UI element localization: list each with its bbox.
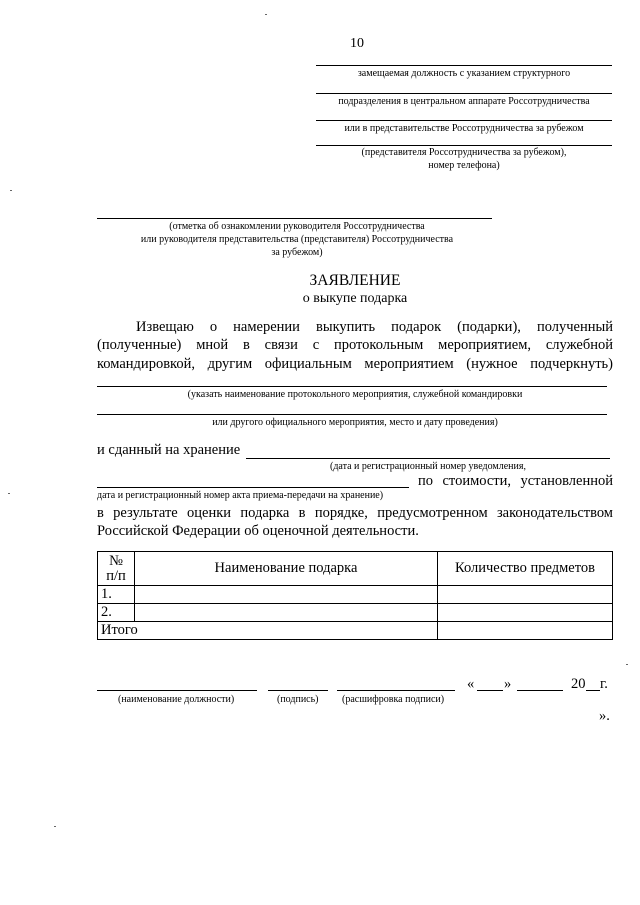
gifts-table [97,551,613,640]
date-year-line [586,690,600,691]
body-line-1: Извещаю о намерении выкупить подарок (подарки), полученный [136,319,613,335]
acknowledgment-hint-1: (отметка об ознакомлении руководителя Россотрудничества [169,221,425,232]
header-number-abbr: п/п [106,567,126,584]
header-cell-number [98,552,135,586]
scan-speck [10,190,12,191]
total-quantity[interactable] [438,622,613,640]
storage-hint: (дата и регистрационный номер уведомления, [330,461,526,472]
body-line-2: (полученные) мной в связи с протокольным мероприятием, служебной [97,337,613,353]
scan-speck [265,14,267,15]
table-total-row [98,622,613,640]
date-month-line [517,690,563,691]
date-year-prefix: 20 [571,676,586,692]
header-cell-name: Наименование подарка [135,552,438,586]
row-number: 1. [98,586,135,604]
document-title: ЗАЯВЛЕНИЕ [309,272,401,289]
header-hint-department: подразделения в центральном аппарате Россотрудничества [338,96,590,107]
header-hint-representation: или в представительстве Россотрудничества за рубежом [344,123,584,134]
row-gift-name[interactable] [135,586,438,604]
trailing-quote: ». [599,708,610,724]
event-fill-line [97,414,607,415]
event-hint-1: (указать наименование протокольного мероприятия, служебной командировки [187,389,523,400]
acknowledgment-hint-3: за рубежом) [271,247,323,258]
date-quote-open: « [467,676,475,692]
body-line-3: командировкой, другим официальным мероприятием (нужное подчеркнуть) [97,356,613,372]
header-number-sign: № [109,552,123,569]
header-line [316,65,612,66]
act-hint: дата и регистрационный номер акта приема-передачи на хранение) [97,490,384,501]
header-hint-position: замещаемая должность с указанием структурного [357,68,571,79]
date-day-line [477,690,503,691]
event-fill-line [97,386,607,387]
position-hint: (наименование должности) [118,694,235,705]
scan-speck [8,493,10,494]
row-number: 2. [98,604,135,622]
signature-hint: (подпись) [277,694,319,705]
document-subtitle: о выкупе подарка [302,291,408,306]
table-row [98,586,613,604]
header-line [316,145,612,146]
event-hint-2: или другого официального мероприятия, место и дату проведения) [212,417,498,428]
date-quote-close: » [504,676,512,692]
header-line [316,93,612,94]
header-line [316,120,612,121]
decode-hint: (расшифровка подписи) [342,694,445,705]
total-label: Итого [98,622,438,640]
page-number: 10 [350,36,364,51]
decode-fill-line [337,690,455,691]
scan-speck [54,826,56,827]
acknowledgment-line [97,218,492,219]
act-fill-line [97,487,409,488]
result-line-2: Российской Федерации об оценочной деятельности. [97,523,419,539]
scan-speck [626,664,628,665]
row-gift-name[interactable] [135,604,438,622]
cost-label: по стоимости, установленной [418,473,613,489]
row-quantity[interactable] [438,604,613,622]
storage-fill-line [246,458,610,459]
header-hint-phone: номер телефона) [428,160,500,171]
header-cell-quantity: Количество предметов [438,552,613,586]
table-row [98,604,613,622]
header-hint-representative: (представителя Россотрудничества за рубежом), [361,147,567,158]
date-year-suffix: г. [600,676,608,692]
table-header-row [98,552,613,586]
result-line-1: в результате оценки подарка в порядке, предусмотренном законодательством [97,505,613,521]
signature-fill-line [268,690,328,691]
position-fill-line [97,690,257,691]
acknowledgment-hint-2: или руководителя представительства (представителя) Россотрудничества [140,234,454,245]
row-quantity[interactable] [438,586,613,604]
storage-label: и сданный на хранение [97,442,241,458]
